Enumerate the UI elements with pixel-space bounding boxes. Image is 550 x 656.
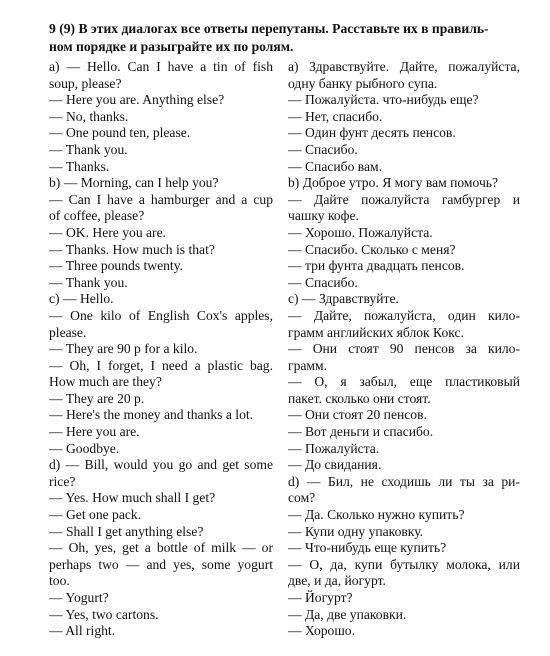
dialogue-line-en: — No, thanks.: [49, 108, 129, 124]
dialogue-line-ru: — О, да, купи бутылку молока, или: [288, 556, 520, 572]
exercise-heading-line: 9 (9) В этих диалогах все ответы перепутаны. Расставьте их в правиль-: [49, 21, 489, 36]
dialogue-line-ru: — Хорошо. Пожалуйста.: [288, 224, 433, 240]
dialogue-line-en: — Here you are.: [49, 424, 140, 440]
dialogue-line-en: — One pound ten, please.: [49, 125, 191, 141]
dialogue-line-en: — Yes. How much shall I get?: [49, 490, 216, 506]
dialogue-line-en: — Shall I get anything else?: [49, 523, 204, 539]
dialogue-line-ru: две, и да, йогурт.: [288, 573, 386, 589]
dialogue-line-en: — One kilo of English Cox's apples,: [49, 307, 273, 323]
dialogue-line-ru: — три фунта двадцать пенсов.: [288, 258, 465, 274]
dialogue-line-ru: — О, я забыл, еще пластиковый: [288, 374, 520, 390]
dialogue-line-ru: — Спасибо.: [288, 274, 358, 290]
dialogue-line-en: — All right.: [49, 623, 116, 639]
dialogue-line-ru: — Нет, спасибо.: [288, 108, 383, 124]
dialogue-line-en: rice?: [49, 473, 76, 489]
dialogue-line-ru: — Спасибо. Сколько с меня?: [288, 241, 456, 257]
dialogue-line-ru: — Да. Сколько нужно купить?: [288, 507, 465, 523]
dialogue-line-en: How much are they?: [49, 374, 162, 390]
dialogue-line-ru: — Дайте пожалуйста гамбургер и: [288, 191, 520, 207]
dialogue-line-ru: — До свидания.: [288, 457, 382, 473]
dialogue-line-ru: b) Доброе утро. Я могу вам помочь?: [288, 175, 499, 191]
dialogue-line-en: — Goodbye.: [49, 440, 120, 456]
dialogue-line-en: — They are 20 p.: [49, 390, 145, 406]
dialogue-line-ru: — Купи одну упаковку.: [288, 523, 424, 539]
dialogue-line-ru: — Один фунт десять пенсов.: [288, 125, 456, 141]
dialogue-line-en: — Thank you.: [49, 141, 128, 157]
dialogue-line-en: c) — Hello.: [49, 291, 114, 307]
dialogue-line-ru: — Спасибо.: [288, 141, 358, 157]
english-dialogues-column: [49, 59, 273, 640]
dialogue-line-ru: c) — Здравствуйте.: [288, 291, 399, 307]
dialogue-line-en: — Thanks. How much is that?: [49, 241, 215, 257]
dialogue-line-ru: — Пожалуйста.: [288, 440, 380, 456]
dialogue-line-en: — Thank you.: [49, 274, 128, 290]
dialogue-line-en: — Oh, I forget, I need a plastic bag.: [49, 357, 273, 373]
exercise-heading: [49, 20, 519, 56]
dialogue-line-ru: — Они стоят 20 пенсов.: [288, 407, 427, 423]
dialogue-line-en: d) — Bill, would you go and get some: [49, 457, 273, 473]
dialogue-line-ru: грамм английских яблок Кокс.: [288, 324, 464, 340]
dialogue-line-en: — OK. Here you are.: [49, 224, 167, 240]
dialogue-line-ru: — Да, две упаковки.: [288, 606, 407, 622]
dialogue-line-ru: — Они стоят 90 пенсов за кило-: [288, 341, 520, 357]
dialogue-line-en: — Yes, two cartons.: [49, 606, 159, 622]
dialogue-line-en: — Thanks.: [49, 158, 110, 174]
dialogue-line-ru: — Вот деньги и спасибо.: [288, 424, 434, 440]
dialogue-line-en: — Can I have a hamburger and a cup: [49, 191, 273, 207]
dialogue-line-en: — Three pounds twenty.: [49, 258, 184, 274]
dialogue-line-en: — Yogurt?: [49, 590, 109, 605]
dialogue-line-en: soup, please?: [49, 75, 122, 91]
dialogue-line-en: a) — Hello. Can I have a tin of fish: [49, 59, 273, 74]
dialogue-line-ru: одну банку рыбного супа.: [288, 75, 438, 91]
dialogue-line-ru: грамм.: [288, 357, 328, 373]
dialogue-line-ru: a) Здравствуйте. Дайте, пожалуйста,: [288, 59, 520, 74]
dialogue-line-ru: — Спасибо вам.: [288, 158, 383, 174]
dialogue-line-ru: сом?: [288, 490, 316, 506]
dialogue-line-ru: — Что-нибудь еще купить?: [288, 540, 447, 556]
dialogue-line-en: please.: [49, 324, 87, 340]
dialogue-line-en: — Get one pack.: [49, 507, 142, 523]
dialogue-line-ru: пакет. сколько они стоят.: [288, 390, 431, 406]
dialogue-line-en: too.: [49, 573, 70, 589]
dialogue-line-ru: — Хорошо.: [288, 623, 356, 639]
dialogue-line-ru: d) — Бил, не сходишь ли ты за ри-: [288, 473, 520, 489]
dialogue-line-ru: — Йогурт?: [288, 590, 353, 605]
dialogue-line-ru: — Пожалуйста. что-нибудь еще?: [288, 92, 479, 108]
russian-dialogues-column: [288, 59, 520, 640]
dialogue-line-en: perhaps two — and yes, some yogurt: [49, 556, 273, 572]
dialogue-line-en: b) — Morning, can I help you?: [49, 175, 219, 191]
exercise-heading-line: ном порядке и разыграйте их по ролям.: [49, 39, 294, 54]
dialogue-line-en: — They are 90 p for a kilo.: [49, 341, 198, 357]
dialogue-line-ru: чашку кофе.: [288, 208, 359, 224]
dialogue-line-ru: — Дайте, пожалуйста, один кило-: [288, 307, 520, 323]
dialogue-line-en: — Here you are. Anything else?: [49, 92, 225, 108]
dialogue-line-en: of coffee, please?: [49, 208, 145, 224]
dialogue-line-en: — Here's the money and thanks a lot.: [49, 407, 254, 423]
dialogue-line-en: — Oh, yes, get a bottle of milk — or: [49, 540, 273, 556]
